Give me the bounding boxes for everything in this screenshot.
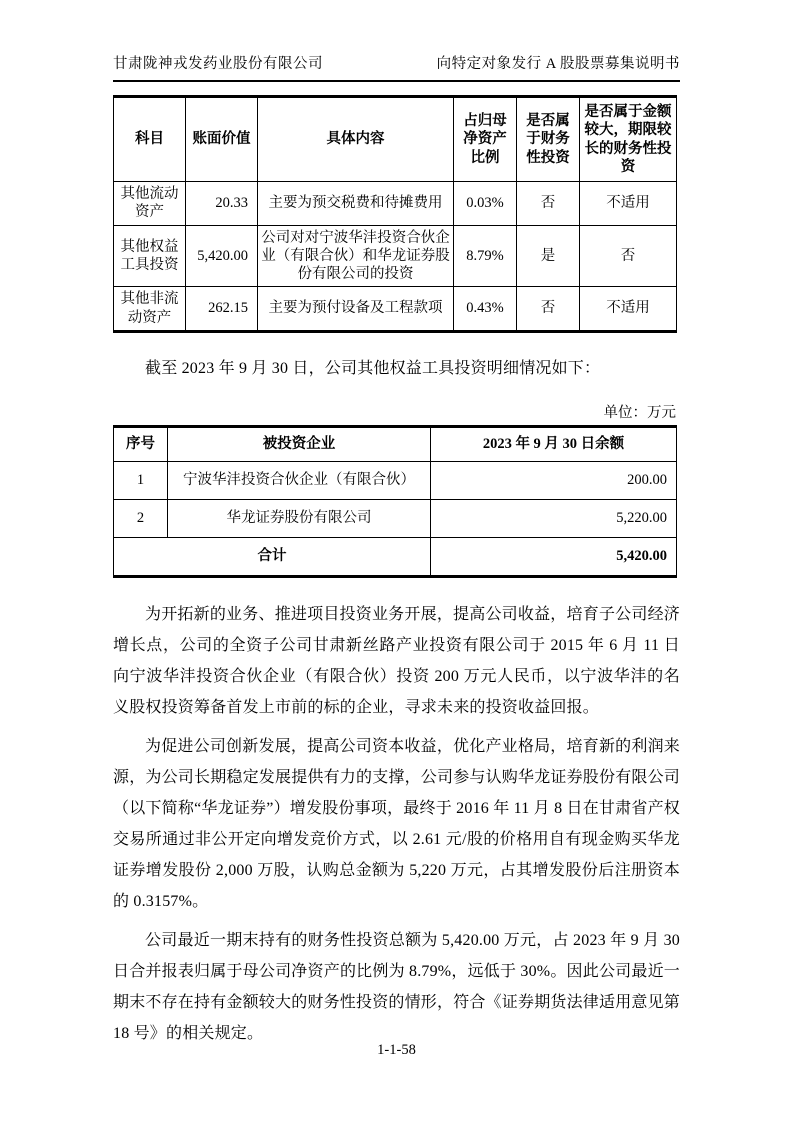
col-header-ratio: 占归母净资产比例 [454, 97, 517, 182]
paragraph: 公司最近一期末持有的财务性投资总额为 5,420.00 万元，占 2023 年 9 月 30 日合并报表归属于母公司净资产的比例为 8.79%，远低于 30%。因此公司最近一期末不存在持有金额较大的财务性投资的情形，符合《证券期货法律适用意见第 18 号》的相关规定。 [113, 931, 681, 1042]
cell-is-large-longterm: 不适用 [580, 287, 677, 332]
unit-label: 单位：万元 [603, 404, 676, 421]
cell-ratio: 8.79% [454, 225, 517, 287]
cell-book-value: 5,420.00 [186, 225, 258, 287]
col-header-book-value: 账面价值 [186, 97, 258, 182]
cell-is-large-longterm: 不适用 [580, 182, 677, 226]
table-total-row [114, 537, 677, 576]
intro-paragraph: 截至 2023 年 9 月 30 日，公司其他权益工具投资明细情况如下： [145, 359, 601, 377]
col-header-subject: 科目 [114, 97, 186, 182]
table-row [114, 499, 677, 537]
cell-subject: 其他流动资产 [114, 182, 186, 226]
cell-no: 2 [114, 499, 168, 537]
table-header-row [114, 97, 677, 182]
paragraph: 为促进公司创新发展，提高公司资本收益，优化产业格局，培育新的利润来源，为公司长期稳定发展提供有力的支撑，公司参与认购华龙证券股份有限公司（以下简称“华龙证券”）增发股份事项，最终于 2016 年 11 月 8 日在甘肃省产权交易所通过非公开定向增发竞价方式，以 2.61 元/股的价格用自有现金购买华龙证券增发股份 2,000 万股，认购总金额为 5,220 万元，占其增发股份后注册资本的 0.3157%。 [113, 737, 681, 910]
document-title: 向特定对象发行 A 股股票募集说明书 [436, 56, 680, 72]
col-header-no: 序号 [114, 426, 168, 461]
table-row [114, 287, 677, 332]
cell-ratio: 0.03% [454, 182, 517, 226]
cell-content: 主要为预交税费和待摊费用 [258, 182, 454, 226]
cell-balance: 5,220.00 [431, 499, 677, 537]
table-row [114, 182, 677, 226]
cell-subject: 其他权益工具投资 [114, 225, 186, 287]
total-balance: 5,420.00 [431, 537, 677, 576]
table-row [114, 461, 677, 499]
col-header-company: 被投资企业 [168, 426, 431, 461]
cell-content: 主要为预付设备及工程款项 [258, 287, 454, 332]
cell-no: 1 [114, 461, 168, 499]
col-header-is-large-longterm: 是否属于金额较大，期限较长的财务性投资 [580, 97, 677, 182]
cell-book-value: 262.15 [186, 287, 258, 332]
cell-is-financial: 否 [517, 287, 580, 332]
cell-balance: 200.00 [431, 461, 677, 499]
page-header [113, 52, 680, 82]
cell-is-financial: 否 [517, 182, 580, 226]
total-label: 合计 [114, 537, 431, 576]
col-header-content: 具体内容 [258, 97, 454, 182]
page-number: 1-1-58 [377, 1042, 416, 1058]
cell-subject: 其他非流动资产 [114, 287, 186, 332]
cell-book-value: 20.33 [186, 182, 258, 226]
company-name: 甘肃陇神戎发药业股份有限公司 [113, 56, 323, 72]
cell-ratio: 0.43% [454, 287, 517, 332]
table-header-row [114, 426, 677, 461]
col-header-balance: 2023 年 9 月 30 日余额 [431, 426, 677, 461]
col-header-is-financial: 是否属于财务性投资 [517, 97, 580, 182]
cell-content: 公司对对宁波华沣投资合伙企业（有限合伙）和华龙证券股份有限公司的投资 [258, 225, 454, 287]
cell-is-financial: 是 [517, 225, 580, 287]
financial-investment-table [113, 95, 677, 333]
table-row [114, 225, 677, 287]
body-text [113, 599, 680, 1049]
paragraph: 为开拓新的业务、推进项目投资业务开展，提高公司收益，培育子公司经济增长点，公司的全资子公司甘肃新丝路产业投资有限公司于 2015 年 6 月 11 日向宁波华沣投资合伙企业（有限合伙）投资 200 万元人民币，以宁波华沣的名义股权投资筹备首发上市前的标的企业，寻求未来的投资收益回报。 [113, 605, 680, 716]
cell-is-large-longterm: 否 [580, 225, 677, 287]
equity-investment-detail-table [113, 425, 677, 578]
cell-company: 宁波华沣投资合伙企业（有限合伙） [168, 461, 431, 499]
cell-company: 华龙证券股份有限公司 [168, 499, 431, 537]
